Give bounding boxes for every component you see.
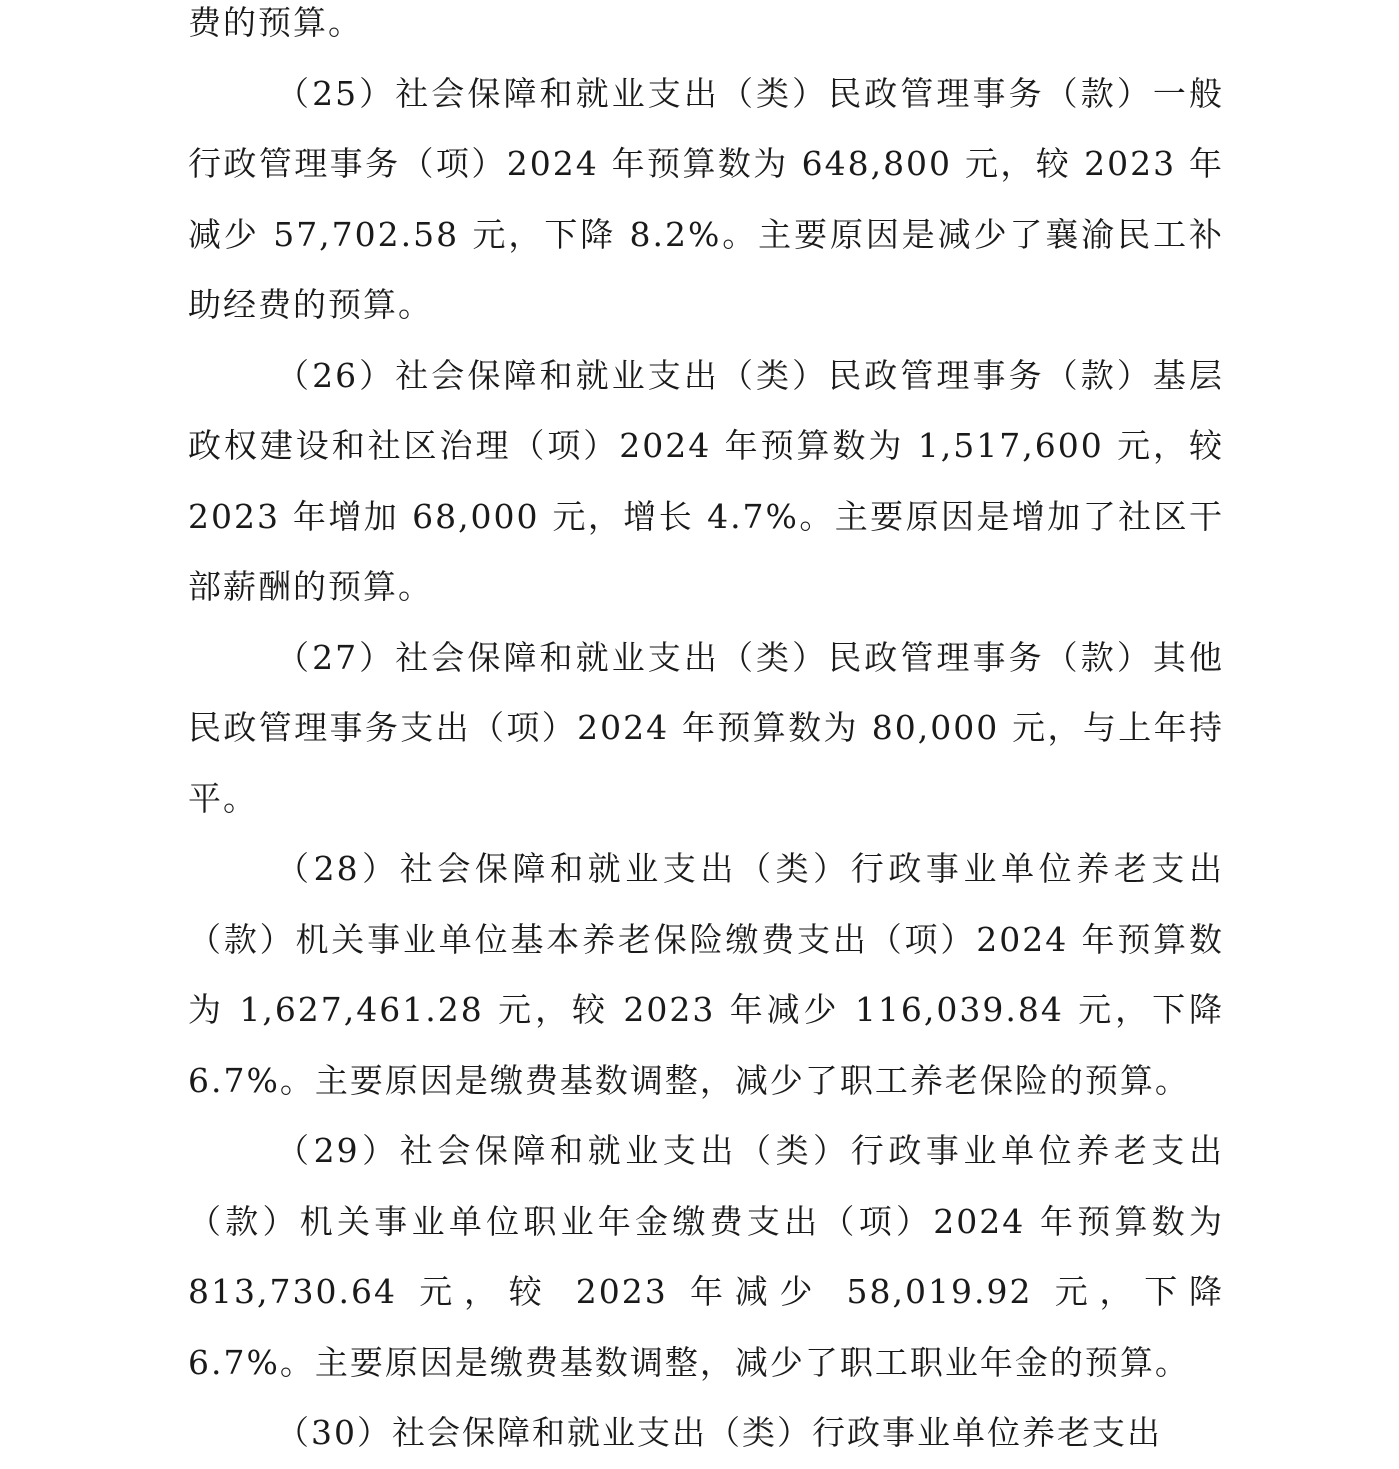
paragraph-item-25: （25）社会保障和就业支出（类）民政管理事务（款）一般行政管理事务（项）2024 年预算数为 648,800 元，较 2023 年减少 57,702.58 元，下降 8.2%。主要原因是减少了襄渝民工补助经费的预算。 xyxy=(188,73,1224,324)
paragraph-item-30: （30）社会保障和就业支出（类）行政事业单位养老支出 xyxy=(276,1413,1162,1452)
paragraph-item-29: （29）社会保障和就业支出（类）行政事业单位养老支出（款）机关事业单位职业年金缴费支出（项）2024 年预算数为 813,730.64 元，较 2023 年减少 58,019.92 元，下降 6.7%。主要原因是缴费基数调整，减少了职工职业年金的预算。 xyxy=(188,1131,1224,1382)
paragraph-item-28: （28）社会保障和就业支出（类）行政事业单位养老支出（款）机关事业单位基本养老保险缴费支出（项）2024 年预算数为 1,627,461.28 元，较 2023 年减少 116,039.84 元，下降 6.7%。主要原因是缴费基数调整，减少了职工养老保险的预算。 xyxy=(188,849,1224,1100)
paragraph-item-27: （27）社会保障和就业支出（类）民政管理事务（款）其他民政管理事务支出（项）2024 年预算数为 80,000 元，与上年持平。 xyxy=(188,637,1224,818)
document-page xyxy=(188,0,1224,1469)
paragraph-continuation: 费的预算。 xyxy=(188,3,363,42)
paragraph-item-26: （26）社会保障和就业支出（类）民政管理事务（款）基层政权建设和社区治理（项）2024 年预算数为 1,517,600 元，较 2023 年增加 68,000 元，增长 4.7%。主要原因是增加了社区干部薪酬的预算。 xyxy=(188,355,1224,606)
